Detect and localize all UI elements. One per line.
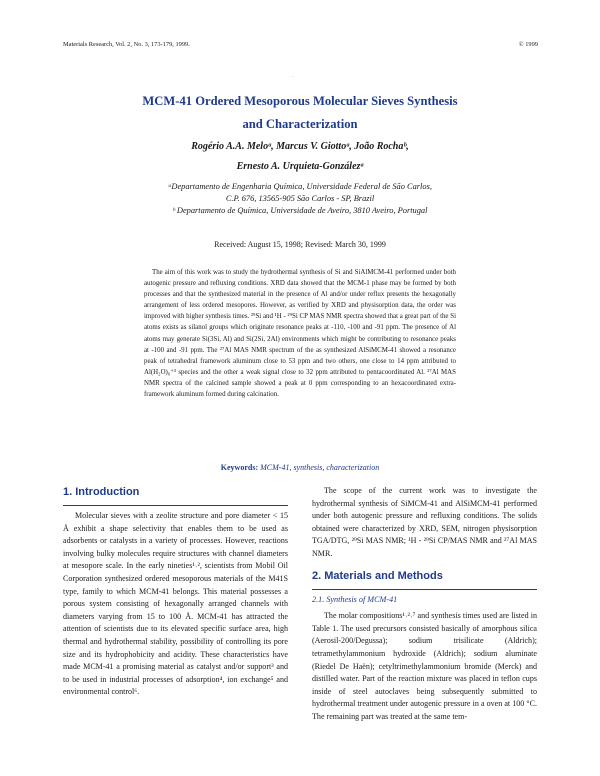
keywords-text: MCM-41, synthesis, characterization [260, 463, 380, 472]
journal-citation: Materials Research, Vol. 2, No. 3, 173-179, 1999. [63, 41, 190, 48]
methods-paragraph-1: The molar compositions¹˒²˒⁷ and synthesis times used are listed in Table 1. The used precursors consisted basically of amorphous silica (Aerosil-200/Degussa); sodium trisilicate (Aldrich); tetramethylammonium hydroxide (Aldrich); sodium aluminate (Riedel De Haën); cetyltrimethylammonium bromide (Merck) and distilled water. Part of the reaction mixture was placed in teflon cups inside of steel autoclaves being subsequently submitted to hydrothermal treatment under autogenic pressure in a oven at 100 °C. The remaining part was treated at the same tem- [312, 611, 537, 721]
received-dates: Received: August 15, 1998; Revised: March 30, 1999 [214, 240, 386, 249]
right-column [312, 485, 537, 724]
heading-rule [312, 589, 537, 590]
authors-line-1: Rogério A.A. Meloᵃ, Marcus V. Giottoᵃ, João Rochaᵇ, [191, 141, 409, 152]
left-column [63, 485, 288, 699]
abstract-text: The aim of this work was to study the hydrothermal synthesis of Si and SiAlMCM-41 performed under both autogenic pressure and refluxing conditions. XRD data showed that the MCM-1 phase may be formed by both processes and that the synthesized material in the presence of Al and/or under reflux presents the hexagonally arrangement of less ordered mesopores. However, as verified by XRD and physisorption data, the order was improved with higher synthesis times. ²⁹Si and ¹H - ²⁹Si CP MAS NMR spectra showed that a great part of the Si atoms exists as silanol groups which originate resonance peaks at -110, -100 and -91 ppm. The presence of Al atoms may generate Si(3Si, Al) and Si(2Si, 2Al) environments which might be contributing to resonance peaks at -100 and -91 ppm. The ²⁷Al MAS NMR spectrum of the as synthesized AlSiMCM-41 showed a resonance peak of tetrahedral framework aluminum close to 53 ppm and two others, one close to 14 ppm attributed to Al(H₂O)₆⁺³ species and the other a weak signal close to 32 ppm attributed to pentacoordinated Al. ²⁷Al MAS NMR spectra of the calcined sample showed a peak at 0 ppm corresponding to an hexacoordinated extra-framework aluminum formed during calcination. [144, 269, 456, 399]
heading-rule [63, 505, 288, 506]
affiliation-b: ᵇ Departamento de Química, Universidade de Aveiro, 3810 Aveiro, Portugal [172, 206, 428, 215]
abstract [144, 267, 456, 400]
keywords [60, 463, 540, 472]
separator-dot: . [292, 73, 294, 79]
copyright-notice: © 1999 [518, 41, 538, 48]
authors-line-2: Ernesto A. Urquieta-Gonzálezᵃ [236, 161, 364, 172]
introduction-heading: 1. Introduction [63, 486, 140, 498]
methods-heading: 2. Materials and Methods [312, 569, 443, 582]
introduction-paragraph-2: The scope of the current work was to investigate the hydrothermal synthesis of SiMCM-41 and AlSiMCM-41 performed under both autogenic pressure and refluxing conditions. The solids obtained were characterized by XRD, SEM, nitrogen physisorption TGA/DTG, ²⁹Si MAS NMR; ¹H - ²⁹Si CP/MAS NMR and ²⁷Al MAS NMR. [312, 486, 537, 558]
affiliation-a-line-1: ᵃDepartamento de Engenharia Química, Universidade Federal de São Carlos, [168, 182, 432, 191]
synthesis-subheading: 2.1. Synthesis of MCM-41 [312, 594, 398, 604]
paper-title-line-2: and Characterization [242, 117, 358, 131]
introduction-paragraph-1: Molecular sieves with a zeolite structure and pore diameter < 15 Å exhibit a shape selectivity that enables them to be used as adsorbents or catalysts in a variety of processes. However, reactions involving bulky molecules require structures with channel diameters at mesopore scale. In the early nineties¹˒², scientists from Mobil Oil Corporation synthesized ordered mesoporous materials of the M41S type, family to which MCM-41 belongs. This material possesses a porous system consisting of hexagonally arranged channels with diameters varying from 15 to 100 Å. MCM-41 has attracted the attention of scientists due to its elevated specific surface area, high thermal and hydrothermal stability, possibility of controlling its pore size and its hydrophobicity and acidity. These characteristics have made MCM-41 a promising material as catalyst and/or support³ and to be used in industrial processes of adsorption⁴, ion exchange⁵ and environmental control⁶. [63, 511, 288, 697]
affiliation-a-line-2: C.P. 676, 13565-905 São Carlos - SP, Brazil [225, 194, 375, 203]
keywords-label: Keywords: [220, 463, 259, 472]
paper-title-line-1: MCM-41 Ordered Mesoporous Molecular Sieves Synthesis [142, 94, 458, 108]
